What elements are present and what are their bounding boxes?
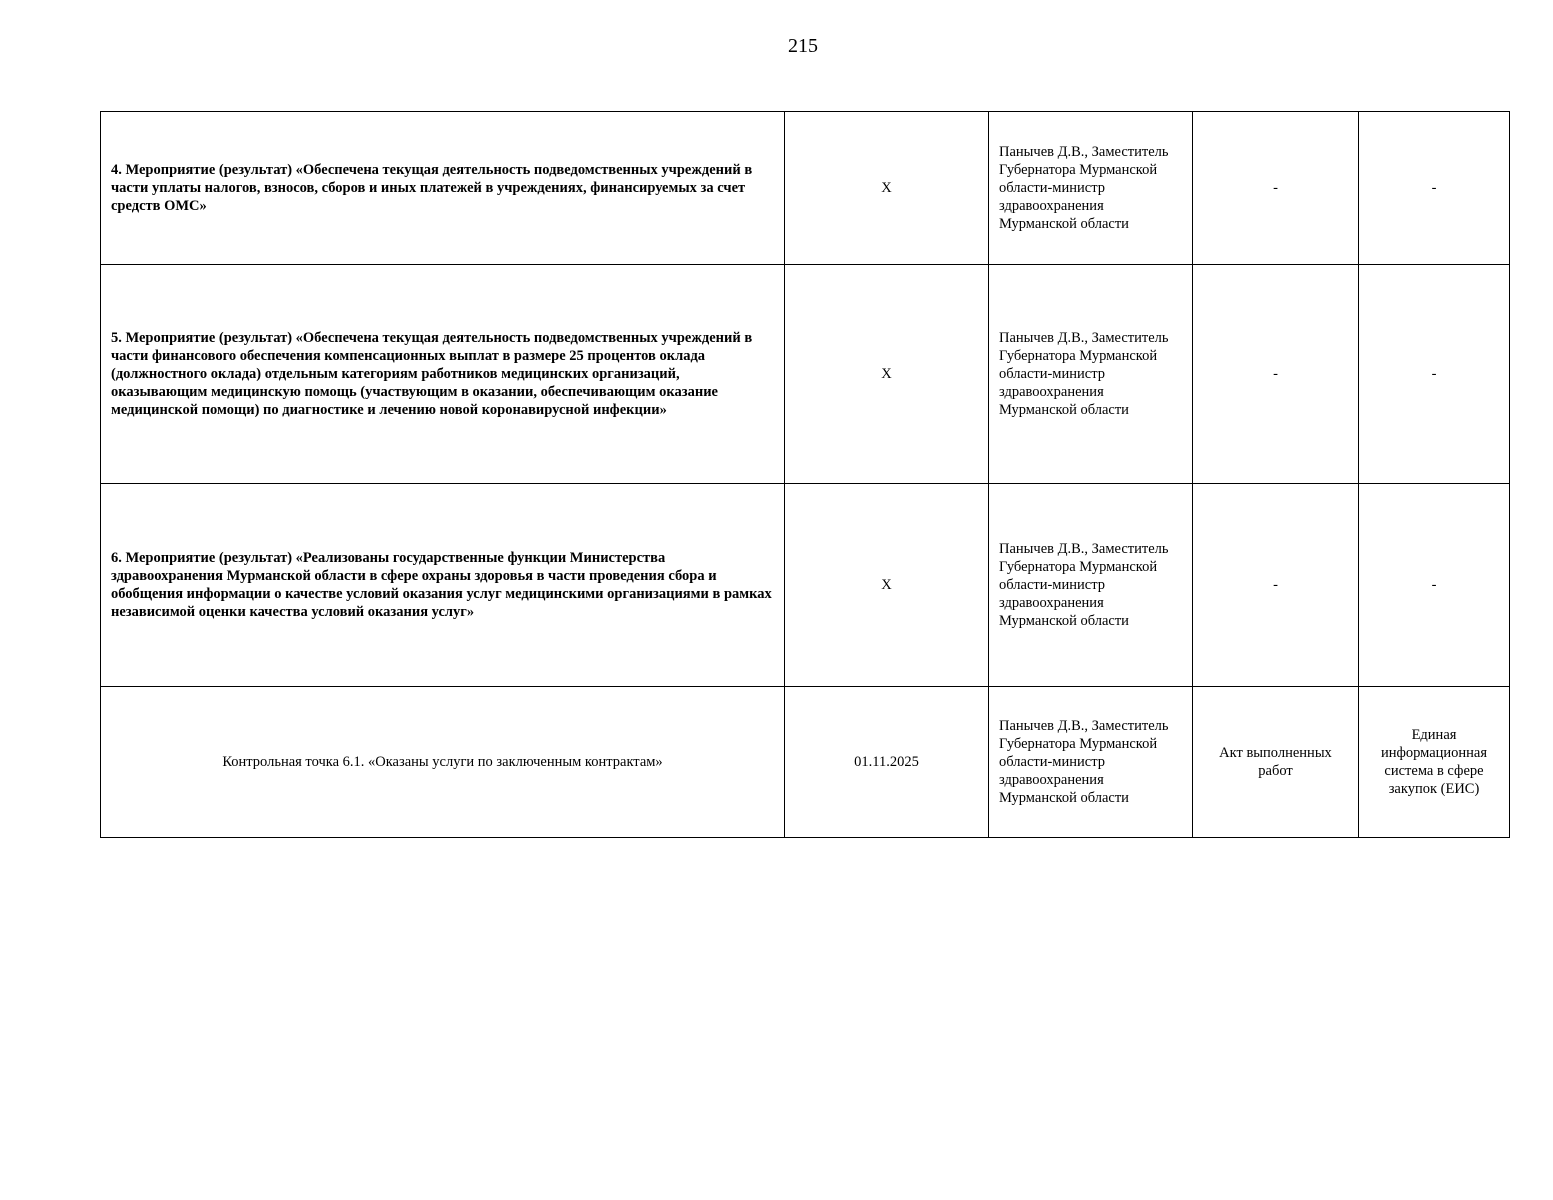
responsible-cell: Панычев Д.В., Заместитель Губернатора Мурманской области-министр здравоохранения Мурманской области <box>989 265 1193 484</box>
table-row <box>101 265 1510 484</box>
information-system-cell: Единая информационная система в сфере закупок (ЕИС) <box>1359 687 1510 838</box>
deadline-cell: X <box>785 265 989 484</box>
information-system-cell: - <box>1359 265 1510 484</box>
document-cell: - <box>1193 484 1359 687</box>
deadline-cell: X <box>785 112 989 265</box>
responsible-cell: Панычев Д.В., Заместитель Губернатора Мурманской области-министр здравоохранения Мурманской области <box>989 112 1193 265</box>
table-row <box>101 484 1510 687</box>
responsible-cell: Панычев Д.В., Заместитель Губернатора Мурманской области-министр здравоохранения Мурманской области <box>989 484 1193 687</box>
deadline-cell: X <box>785 484 989 687</box>
information-system-cell: - <box>1359 112 1510 265</box>
activity-name-cell: 5. Мероприятие (результат) «Обеспечена текущая деятельность подведомственных учреждений в части финансового обеспечения компенсационных выплат в размере 25 процентов оклада (должностного оклада) отдельным категориям работников медицинских организаций, оказывающим медицинскую помощь (участвующим в оказании, обеспечивающим оказание медицинской помощи) по диагностике и лечению новой коронавирусной инфекции» <box>101 265 785 484</box>
deadline-cell: 01.11.2025 <box>785 687 989 838</box>
activities-table <box>100 111 1510 838</box>
responsible-cell: Панычев Д.В., Заместитель Губернатора Мурманской области-министр здравоохранения Мурманской области <box>989 687 1193 838</box>
document-cell: - <box>1193 112 1359 265</box>
page-number: 215 <box>788 35 818 57</box>
document-cell: Акт выполненных работ <box>1193 687 1359 838</box>
information-system-cell: - <box>1359 484 1510 687</box>
activity-name-cell: 6. Мероприятие (результат) «Реализованы государственные функции Министерства здравоохранения Мурманской области в сфере охраны здоровья в части проведения сбора и обобщения информации о качестве условий оказания услуг медицинскими организациями в рамках независимой оценки качества условий оказания услуг» <box>101 484 785 687</box>
table-row <box>101 112 1510 265</box>
table-row <box>101 687 1510 838</box>
control-point-name-cell: Контрольная точка 6.1. «Оказаны услуги по заключенным контрактам» <box>101 687 785 838</box>
document-cell: - <box>1193 265 1359 484</box>
activity-name-cell: 4. Мероприятие (результат) «Обеспечена текущая деятельность подведомственных учреждений в части уплаты налогов, взносов, сборов и иных платежей в учреждениях, финансируемых за счет средств ОМС» <box>101 112 785 265</box>
